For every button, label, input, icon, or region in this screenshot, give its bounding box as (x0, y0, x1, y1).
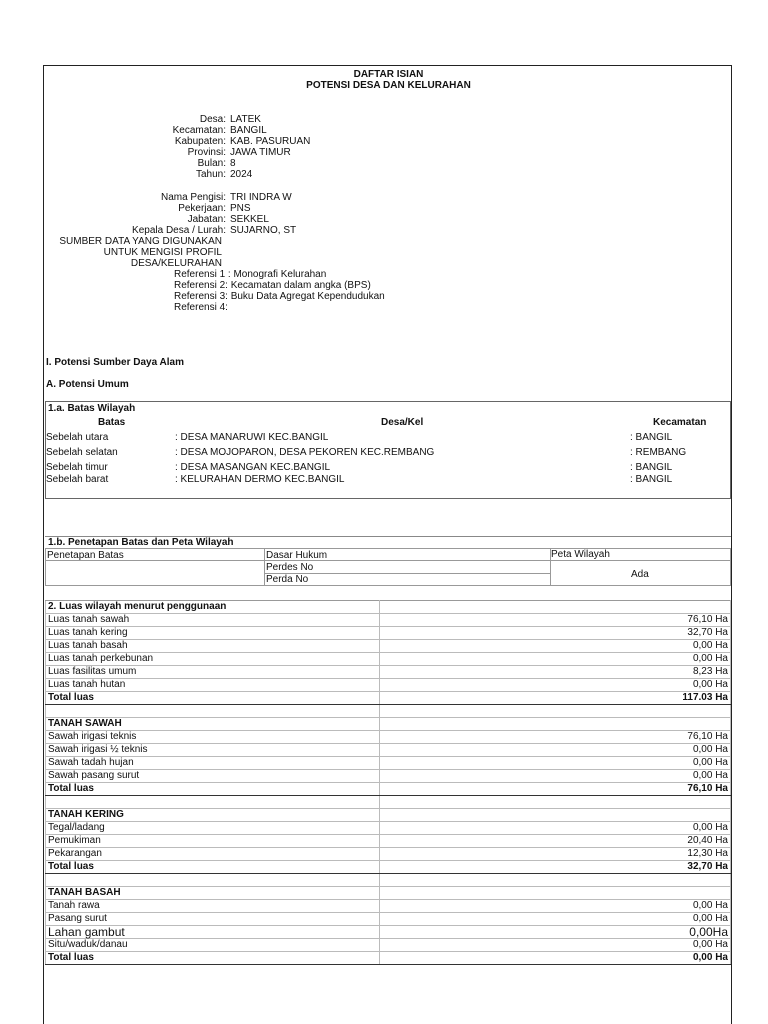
row-label: Pemukiman (46, 835, 380, 848)
peta-wilayah-value: Ada (631, 569, 649, 580)
row-value: 76,10 Ha (379, 614, 730, 627)
row-value: 12,30 Ha (379, 848, 730, 861)
sumber-data-line2: UNTUK MENGISI PROFIL (103, 247, 222, 258)
penetapan-title: 1.b. Penetapan Batas dan Peta Wilayah (48, 537, 234, 548)
batas-header: Batas (98, 417, 126, 428)
kepala-desa-label: Kepala Desa / Lurah: (132, 225, 226, 236)
table-row (46, 627, 731, 640)
row-value: 8,23 Ha (379, 666, 730, 679)
table-row (46, 822, 731, 835)
table-row (46, 835, 731, 848)
peta-wilayah-label: Peta Wilayah (551, 549, 610, 560)
row-label: Luas tanah sawah (46, 614, 380, 627)
kecamatan-value: BANGIL (230, 125, 267, 136)
row-label: Luas tanah kering (46, 627, 380, 640)
row-label: Luas tanah basah (46, 640, 380, 653)
table-row (46, 744, 731, 757)
kepala-desa-value: SUJARNO, ST (230, 225, 297, 236)
row-label: Tegal/ladang (46, 822, 380, 835)
table-row (46, 770, 731, 783)
table-row (46, 952, 731, 965)
jabatan-value: SEKKEL (230, 214, 269, 225)
row-label: Pasang surut (46, 913, 380, 926)
row-value: 0,00 Ha (379, 900, 730, 913)
total-value: 117.03 Ha (379, 692, 730, 705)
table-row (46, 640, 731, 653)
section-title: I. Potensi Sumber Daya Alam (46, 357, 185, 368)
row-label: Sawah irigasi teknis (46, 731, 380, 744)
bulan-value: 8 (230, 158, 236, 169)
perda-label: Perda No (266, 574, 309, 585)
table-row (46, 809, 731, 822)
kecamatan-label: Kecamatan: (172, 125, 226, 136)
table-row (46, 692, 731, 705)
row-value: 20,40 Ha (379, 835, 730, 848)
row-value: 76,10 Ha (379, 731, 730, 744)
penetapan-batas-label: Penetapan Batas (47, 550, 124, 561)
row-label: Luas tanah hutan (46, 679, 380, 692)
table-row (46, 757, 731, 770)
row-value: 0,00 Ha (379, 653, 730, 666)
row-value: 0,00Ha (379, 926, 730, 939)
table-row (46, 861, 731, 874)
luas-wilayah-table (45, 600, 731, 965)
batas-desa: : DESA MOJOPARON, DESA PEKOREN KEC.REMBANG (175, 447, 435, 458)
total-value: 76,10 Ha (379, 783, 730, 796)
row-value: 0,00 Ha (379, 640, 730, 653)
table-row (46, 731, 731, 744)
tahun-value: 2024 (230, 169, 253, 180)
penetapan-divider-1 (264, 548, 265, 586)
referensi-3: Referensi 3: Buku Data Agregat Kependudukan (174, 291, 385, 302)
table-row (46, 653, 731, 666)
batas-wilayah-title: 1.a. Batas Wilayah (48, 403, 136, 414)
row-value: 0,00 Ha (379, 744, 730, 757)
batas-desa: : KELURAHAN DERMO KEC.BANGIL (175, 474, 345, 485)
row-value: 0,00 Ha (379, 939, 730, 952)
provinsi-value: JAWA TIMUR (230, 147, 291, 158)
referensi-4: Referensi 4: (174, 302, 228, 313)
table-row (46, 601, 731, 614)
batas-side: Sebelah barat (46, 474, 109, 485)
subsection-title: A. Potensi Umum (46, 379, 129, 390)
bulan-label: Bulan: (197, 158, 226, 169)
row-label: Sawah irigasi ½ teknis (46, 744, 380, 757)
nama-pengisi-value: TRI INDRA W (230, 192, 292, 203)
table-row (46, 679, 731, 692)
provinsi-label: Provinsi: (187, 147, 226, 158)
penetapan-rule-1 (45, 560, 731, 561)
row-value: 0,00 Ha (379, 757, 730, 770)
tahun-label: Tahun: (195, 169, 226, 180)
row-value: 0,00 Ha (379, 913, 730, 926)
row-value: 0,00 Ha (379, 822, 730, 835)
kecamatan-header: Kecamatan (653, 417, 707, 428)
kabupaten-label: Kabupaten: (174, 136, 226, 147)
batas-kecamatan: : BANGIL (630, 474, 673, 485)
row-label: Lahan gambut (46, 926, 380, 939)
form-subtitle: POTENSI DESA DAN KELURAHAN (306, 80, 471, 91)
jabatan-label: Jabatan: (187, 214, 226, 225)
row-label: Sawah tadah hujan (46, 757, 380, 770)
desa-kel-header: Desa/Kel (381, 417, 424, 428)
row-value: 32,70 Ha (379, 627, 730, 640)
row-label: Luas fasilitas umum (46, 666, 380, 679)
sumber-data-line3: DESA/KELURAHAN (130, 258, 222, 269)
kering-title: TANAH KERING (46, 809, 380, 822)
pekerjaan-label: Pekerjaan: (178, 203, 226, 214)
total-value: 0,00 Ha (379, 952, 730, 965)
row-label: Tanah rawa (46, 900, 380, 913)
nama-pengisi-label: Nama Pengisi: (160, 192, 226, 203)
table-row (46, 913, 731, 926)
form-sheet (43, 65, 732, 1024)
desa-label: Desa: (199, 114, 226, 125)
batas-kecamatan: : BANGIL (630, 432, 673, 443)
table-row (46, 939, 731, 952)
form-title: DAFTAR ISIAN (353, 69, 424, 80)
total-label: Total luas (46, 692, 380, 705)
dasar-hukum-label: Dasar Hukum (266, 550, 328, 561)
table-row (46, 783, 731, 796)
desa-value: LATEK (230, 114, 261, 125)
table-row (46, 848, 731, 861)
row-label: Sawah pasang surut (46, 770, 380, 783)
table-row (46, 926, 731, 939)
table-row (46, 900, 731, 913)
row-value: 0,00 Ha (379, 679, 730, 692)
batas-desa: : DESA MASANGAN KEC.BANGIL (175, 462, 331, 473)
basah-title: TANAH BASAH (46, 887, 380, 900)
table-row (46, 887, 731, 900)
batas-kecamatan: : REMBANG (630, 447, 687, 458)
row-label: Situ/waduk/danau (46, 939, 380, 952)
row-value: 0,00 Ha (379, 770, 730, 783)
batas-side: Sebelah selatan (46, 447, 118, 458)
batas-side: Sebelah timur (46, 462, 108, 473)
referensi-1: Referensi 1 : Monografi Kelurahan (174, 269, 327, 280)
referensi-2: Referensi 2: Kecamatan dalam angka (BPS) (174, 280, 371, 291)
row-label: Luas tanah perkebunan (46, 653, 380, 666)
sumber-data-line1: SUMBER DATA YANG DIGUNAKAN (59, 236, 222, 247)
total-label: Total luas (46, 783, 380, 796)
luas-title: 2. Luas wilayah menurut penggunaan (46, 601, 380, 614)
kabupaten-value: KAB. PASURUAN (230, 136, 311, 147)
perdes-label: Perdes No (266, 562, 314, 573)
penetapan-box (45, 548, 731, 586)
total-value: 32,70 Ha (379, 861, 730, 874)
sawah-title: TANAH SAWAH (46, 718, 380, 731)
batas-desa: : DESA MANARUWI KEC.BANGIL (175, 432, 329, 443)
table-row (46, 614, 731, 627)
total-label: Total luas (46, 952, 380, 965)
batas-side: Sebelah utara (46, 432, 109, 443)
table-row (46, 666, 731, 679)
row-label: Pekarangan (46, 848, 380, 861)
total-label: Total luas (46, 861, 380, 874)
batas-kecamatan: : BANGIL (630, 462, 673, 473)
table-row (46, 718, 731, 731)
pekerjaan-value: PNS (230, 203, 251, 214)
